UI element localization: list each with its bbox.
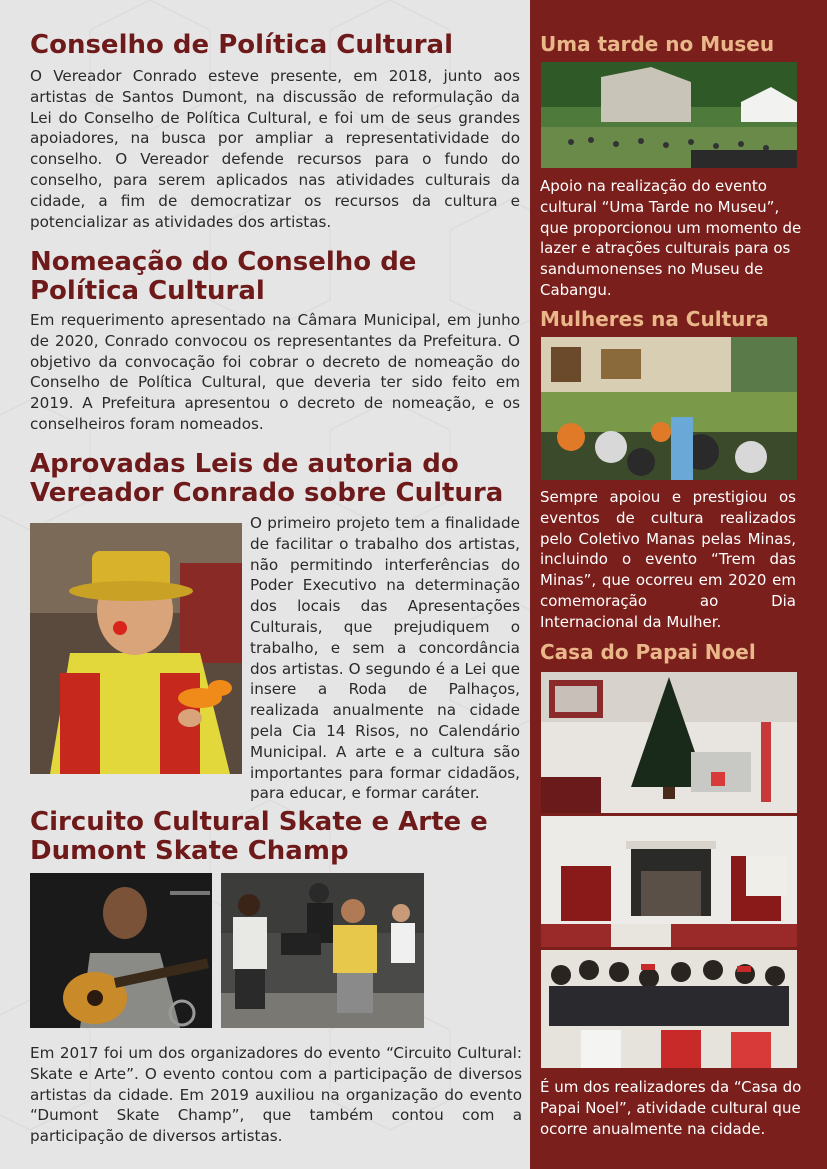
section-text-leis: O primeiro projeto tem a finalidade de facilitar o trabalho dos artistas, não permitindo interferências do Poder Executivo na determinação dos locais das Apresentações Culturais, que prejudiquem o trabalho, e sem a concordância dos artistas. O segundo é a Lei que insere a Roda de Palhaços, realizada anualmente na cidade pela Cia 14 Risos, no Calendário Municipal. A arte e a cultura são importantes para formar cidadãos, para educar, e formar caráter. [250,514,520,803]
guitarist-photo [30,873,212,1028]
sidebar-title-museu: Uma tarde no Museu [540,32,775,56]
section-text-conselho: O Vereador Conrado esteve presente, em 2018, junto aos artistas de Santos Dumont, na discussão de reformulação da Lei do Conselho de Política Cultural, e foi um de seus grandes apoiadores, na busca por ampliar a representatividade do conselho. O Vereador defende recursos para o fundo do conselho, para serem aplicados nas atividades culturais da cidade, a fim de democratizar os recursos da cultura e potencializar as atividades dos artistas. [30,67,520,231]
sidebar-title-papai-noel: Casa do Papai Noel [540,640,756,664]
museum-photo [541,62,797,168]
clown-photo [30,523,242,774]
section-text-skate: Em 2017 foi um dos organizadores do evento “Circuito Cultural: Skate e Arte”. O evento contou com a participação de diversos artistas da cidade. Em 2019 auxiliou na organização do evento “Dumont Skate Champ”, que também contou com a participação de diversos artistas. [30,1044,522,1146]
section-title-conselho: Conselho de Política Cultural [30,30,454,60]
christmas-tree-photo [541,672,797,813]
christmas-group-photo [541,950,797,1068]
section-title-nomeacao: Nomeação do Conselho de Política Cultural [30,247,417,306]
sidebar-text-museu: Apoio na realização do evento cultural “Uma Tarde no Museu”, que proporcionou um momento de lazer e atrações culturais para os sandumonenses no Museu de Cabangu. [540,177,802,299]
sidebar-title-mulheres: Mulheres na Cultura [540,307,769,331]
christmas-fireplace-photo [541,816,797,947]
section-text-nomeacao: Em requerimento apresentado na Câmara Municipal, em junho de 2020, Conrado convocou os representantes da Prefeitura. O objetivo da convocação foi cobrar o decreto de nomeação do Conselho de Política Cultural, que deveria ter sido feito em 2019. A Prefeitura apresentou o decreto de nomeação, e os conselheiros foram nomeados. [30,311,520,433]
women-culture-photo [541,337,797,480]
sidebar-text-mulheres: Sempre apoiou e prestigiou os eventos de cultura realizados pelo Coletivo Manas pelas Minas, incluindo o evento “Trem das Minas”, que ocorreu em 2020 em comemoração ao Dia Internacional da Mulher. [540,488,796,631]
section-title-skate: Circuito Cultural Skate e Arte e Dumont Skate Champ [30,807,488,866]
sidebar-text-papai-noel: É um dos realizadores da “Casa do Papai Noel”, atividade cultural que ocorre anualmente na cidade. [540,1078,802,1138]
skate-rappers-photo [221,873,424,1028]
section-title-leis: Aprovadas Leis de autoria do Vereador Conrado sobre Cultura [30,449,504,508]
